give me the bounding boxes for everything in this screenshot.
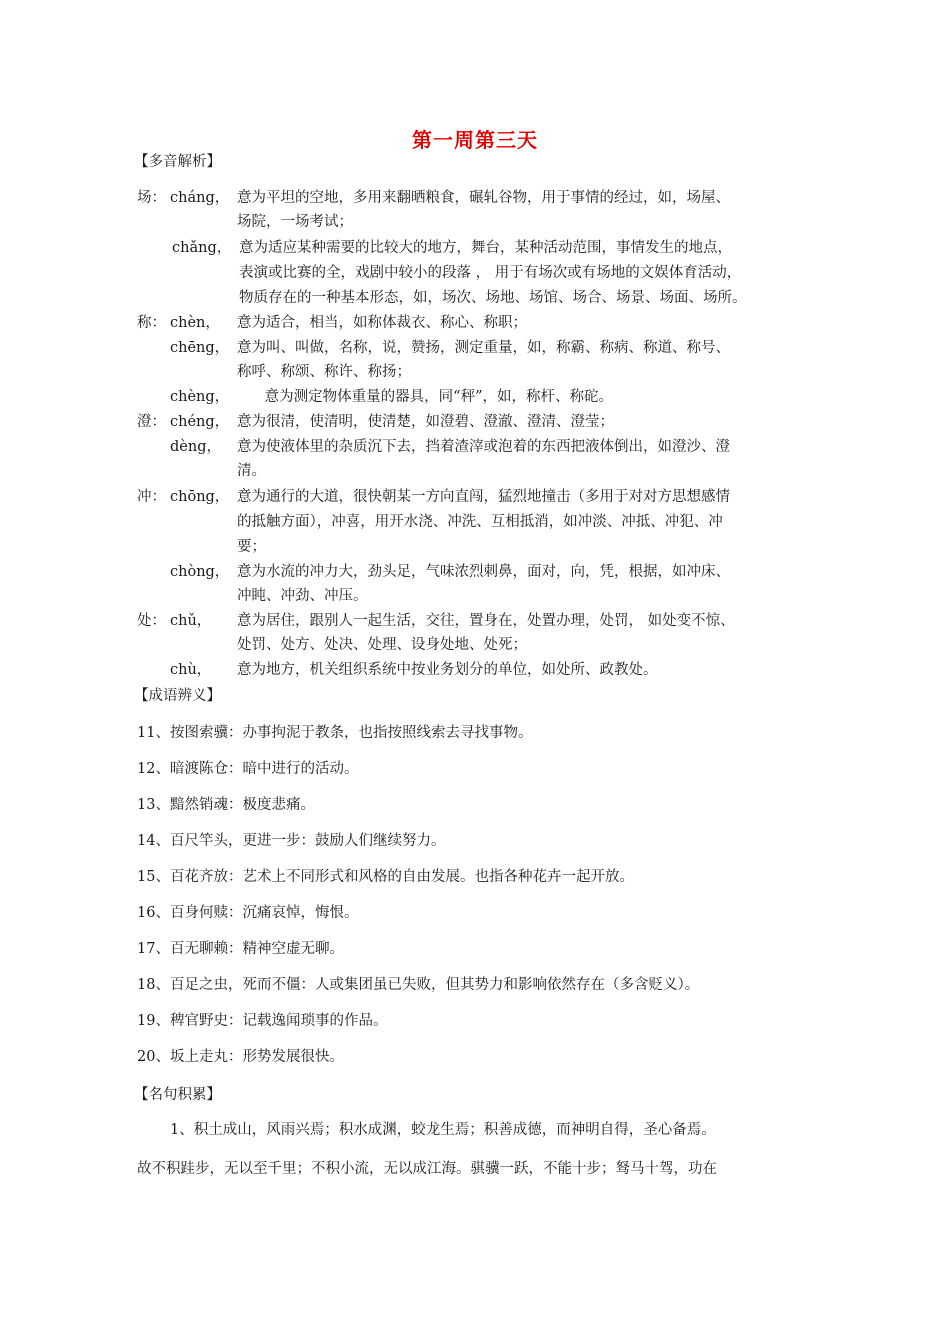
definition-line: 意为居住，跟别人一起生活，交往，置身在，处置办理，处罚， 如处变不惊、 <box>237 613 735 629</box>
idiom-item: 16、百身何赎：沉痛哀悼，悔恨。 <box>137 905 359 921</box>
idioms-heading: 【成语辨义】 <box>134 688 221 704</box>
definition-line: 物质存在的一种基本形态，如，场次、场地、场馆、场合、场景、场面、场所。 <box>239 290 747 306</box>
definition-line: 意为地方，机关组织系统中按业务划分的单位，如处所、政教处。 <box>237 662 658 678</box>
idiom-item: 15、百花齐放：艺术上不同形式和风格的自由发展。也指各种花卉一起开放。 <box>137 869 634 885</box>
definition-line: 处罚、处方、处决、处理、设身处地、处死； <box>237 637 527 653</box>
definition-line: 称呼、称颂、称许、称扬； <box>237 364 411 380</box>
definition-line: 意为叫、叫做，名称，说，赞扬，测定重量，如，称霸、称病、称道、称号、 <box>237 340 730 356</box>
idiom-item: 13、黯然销魂：极度悲痛。 <box>137 797 315 813</box>
idiom-item: 11、按图索骥：办事拘泥于教条，也指按照线索去寻找事物。 <box>137 725 533 741</box>
definition-line: 意为适应某种需要的比较大的地方，舞台，某种活动范围，事情发生的地点， <box>239 240 732 256</box>
pinyin: chōng， <box>170 489 230 505</box>
polyphone-char: 称： <box>137 315 166 331</box>
polyphone-char: 处： <box>137 613 166 629</box>
idiom-item: 19、稗官野史：记载逸闻琐事的作品。 <box>137 1013 388 1029</box>
polyphone-char: 冲： <box>137 489 166 505</box>
idiom-item: 12、暗渡陈仓：暗中进行的活动。 <box>137 761 359 777</box>
pinyin: chēng， <box>170 340 230 356</box>
definition-line: 意为很清，使清明，使清楚，如澄碧、澄澈、澄清、澄莹； <box>237 414 614 430</box>
page-title: 第一周第三天 <box>412 128 538 152</box>
definition-line: 场院，一场考试； <box>237 214 353 230</box>
definition-line: 意为测定物体重量的器具，同“秤”，如，称杆、称砣。 <box>237 389 613 405</box>
polyphone-char: 场： <box>137 190 166 206</box>
definition-line: 意为通行的大道，很快朝某一方向直闯，猛烈地撞击（多用于对对方思想感情 <box>237 489 730 505</box>
quotes-heading: 【名句积累】 <box>134 1087 221 1103</box>
quote-line: 故不积跬步，无以至千里；不积小流，无以成江海。骐骥一跃，不能十步；驽马十驾，功在 <box>137 1161 717 1177</box>
pinyin: chù， <box>170 662 212 678</box>
idiom-item: 18、百足之虫，死而不僵：人或集团虽已失败，但其势力和影响依然存在（多含贬义）。 <box>137 977 700 993</box>
polyphone-heading: 【多音解析】 <box>134 154 221 170</box>
quote-line: 1、积土成山，风雨兴焉；积水成渊，蛟龙生焉；积善成德，而神明自得，圣心备焉。 <box>170 1122 716 1138</box>
pinyin: chéng， <box>170 414 230 430</box>
definition-line: 意为平坦的空地，多用来翻晒粮食，碾轧谷物，用于事情的经过，如，场屋、 <box>237 190 730 206</box>
definition-line: 要； <box>237 539 266 555</box>
pinyin: chòng， <box>170 564 230 580</box>
definition-line: 意为适合，相当，如称体裁衣、称心、称职； <box>237 315 527 331</box>
polyphone-char: 澄： <box>137 414 166 430</box>
definition-line: 意为水流的冲力大，劲头足，气味浓烈刺鼻，面对，向，凭，根据，如冲床、 <box>237 564 730 580</box>
pinyin: dèng， <box>170 439 221 455</box>
definition-line: 清。 <box>237 463 266 479</box>
pinyin: chèn， <box>170 315 220 331</box>
idiom-item: 20、坂上走丸：形势发展很快。 <box>137 1049 344 1065</box>
definition-line: 表演或比赛的全，戏剧中较小的段落 ， 用于有场次或有场地的文娱体育活动， <box>239 265 742 281</box>
definition-line: 意为使液体里的杂质沉下去，挡着渣滓或泡着的东西把液体倒出，如澄沙、澄 <box>237 439 730 455</box>
idiom-item: 17、百无聊赖：精神空虚无聊。 <box>137 941 344 957</box>
definition-line: 冲盹、冲劲、冲压。 <box>237 588 368 604</box>
definition-line: 的抵触方面），冲喜，用开水浇、冲洗、互相抵消，如冲淡、冲抵、冲犯、冲 <box>237 514 723 530</box>
pinyin: cháng， <box>170 190 230 206</box>
pinyin: chǔ， <box>170 613 212 629</box>
pinyin: chèng， <box>170 389 230 405</box>
pinyin: chǎng， <box>172 240 232 256</box>
idiom-item: 14、百尺竿头，更进一步：鼓励人们继续努力。 <box>137 833 446 849</box>
